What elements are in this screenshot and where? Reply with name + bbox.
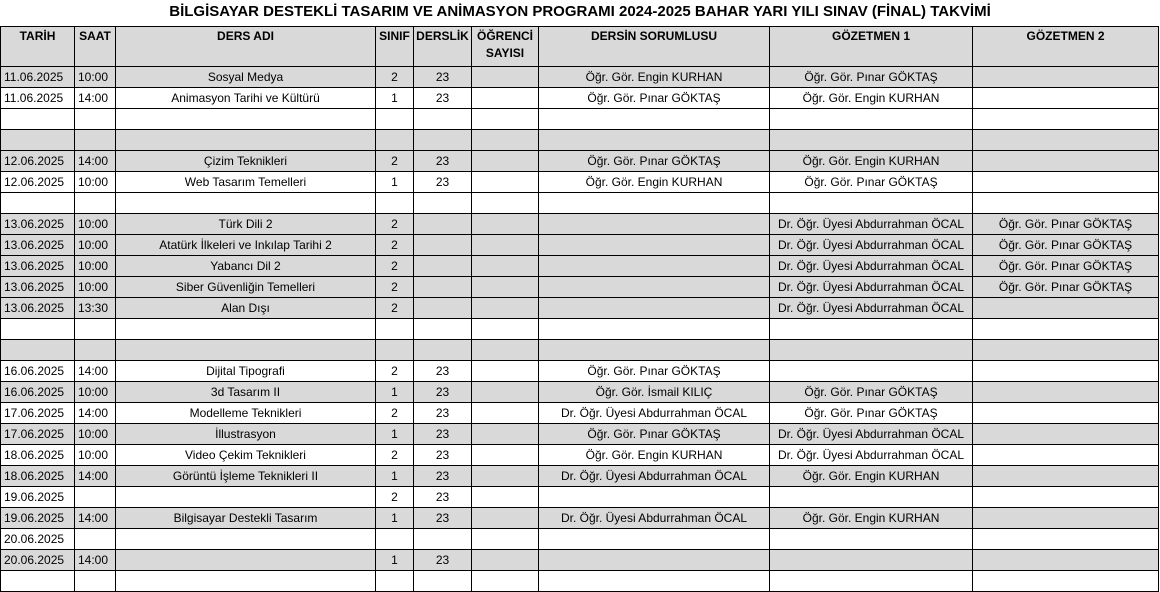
students-cell [472,424,539,445]
lecturer-cell: Öğr. Gör. İsmail KILIÇ [539,382,770,403]
class-cell [376,130,414,151]
proctor2-cell [973,130,1159,151]
lecturer-cell [539,277,770,298]
date-cell [1,340,75,361]
class-cell: 2 [376,487,414,508]
lecturer-cell: Öğr. Gör. Pınar GÖKTAŞ [539,151,770,172]
date-cell: 13.06.2025 [1,277,75,298]
proctor1-cell: Dr. Öğr. Üyesi Abdurrahman ÖCAL [770,424,973,445]
time-cell: 13:30 [75,298,116,319]
page-title: BİLGİSAYAR DESTEKLİ TASARIM VE ANİMASYON PROGRAMI 2024-2025 BAHAR YARI YILI SINAV (FİNAL) TAKVİMİ [169,3,991,20]
time-cell [75,529,116,550]
class-cell [376,571,414,592]
class-cell: 1 [376,88,414,109]
date-cell [1,193,75,214]
table-row [1,487,1159,508]
class-cell: 2 [376,298,414,319]
room-cell [414,130,472,151]
table-row [1,319,1159,340]
proctor2-cell: Öğr. Gör. Pınar GÖKTAŞ [973,235,1159,256]
course-cell [116,487,376,508]
proctor2-cell: Öğr. Gör. Pınar GÖKTAŞ [973,256,1159,277]
proctor1-cell: Öğr. Gör. Pınar GÖKTAŞ [770,172,973,193]
exam-schedule-table [0,26,1159,592]
proctor1-cell [770,361,973,382]
class-cell: 1 [376,550,414,571]
class-cell: 2 [376,277,414,298]
room-cell [414,298,472,319]
class-cell [376,529,414,550]
room-cell: 23 [414,403,472,424]
lecturer-cell [539,214,770,235]
proctor2-cell [973,382,1159,403]
proctor1-cell: Dr. Öğr. Üyesi Abdurrahman ÖCAL [770,214,973,235]
students-cell [472,508,539,529]
class-cell: 1 [376,382,414,403]
table-row [1,235,1159,256]
students-cell [472,529,539,550]
time-cell: 10:00 [75,445,116,466]
room-cell [414,109,472,130]
course-cell: Bilgisayar Destekli Tasarım [116,508,376,529]
lecturer-cell [539,235,770,256]
date-cell: 11.06.2025 [1,88,75,109]
class-cell: 2 [376,403,414,424]
course-cell: Sosyal Medya [116,67,376,88]
header-lecturer: DERSİN SORUMLUSU [539,27,770,67]
students-cell [472,466,539,487]
lecturer-cell: Öğr. Gör. Pınar GÖKTAŞ [539,424,770,445]
lecturer-cell: Öğr. Gör. Pınar GÖKTAŞ [539,361,770,382]
class-cell: 1 [376,424,414,445]
date-cell: 20.06.2025 [1,529,75,550]
proctor1-cell [770,193,973,214]
date-cell: 13.06.2025 [1,256,75,277]
room-cell: 23 [414,508,472,529]
time-cell [75,109,116,130]
students-cell [472,172,539,193]
time-cell [75,193,116,214]
date-cell: 16.06.2025 [1,361,75,382]
students-cell [472,487,539,508]
room-cell: 23 [414,67,472,88]
class-cell: 1 [376,508,414,529]
proctor2-cell [973,550,1159,571]
room-cell: 23 [414,88,472,109]
course-cell: Animasyon Tarihi ve Kültürü [116,88,376,109]
course-cell [116,109,376,130]
lecturer-cell [539,193,770,214]
lecturer-cell [539,550,770,571]
room-cell: 23 [414,361,472,382]
table-row [1,466,1159,487]
date-cell [1,319,75,340]
time-cell: 10:00 [75,382,116,403]
table-row [1,193,1159,214]
proctor2-cell [973,529,1159,550]
course-cell [116,529,376,550]
class-cell: 2 [376,235,414,256]
lecturer-cell: Öğr. Gör. Engin KURHAN [539,67,770,88]
date-cell: 17.06.2025 [1,424,75,445]
date-cell: 11.06.2025 [1,67,75,88]
proctor1-cell [770,319,973,340]
students-cell [472,67,539,88]
time-cell [75,571,116,592]
lecturer-cell [539,529,770,550]
date-cell: 13.06.2025 [1,298,75,319]
proctor1-cell [770,130,973,151]
course-cell: 3d Tasarım II [116,382,376,403]
room-cell: 23 [414,550,472,571]
proctor2-cell [973,424,1159,445]
class-cell: 2 [376,214,414,235]
table-row [1,340,1159,361]
lecturer-cell [539,109,770,130]
students-cell [472,361,539,382]
room-cell: 23 [414,172,472,193]
header-date: TARİH [1,27,75,67]
room-cell [414,193,472,214]
room-cell: 23 [414,445,472,466]
students-cell [472,88,539,109]
students-cell [472,235,539,256]
proctor2-cell [973,571,1159,592]
proctor2-cell: Öğr. Gör. Pınar GÖKTAŞ [973,214,1159,235]
course-cell: Modelleme Teknikleri [116,403,376,424]
lecturer-cell [539,130,770,151]
proctor2-cell [973,487,1159,508]
table-row [1,88,1159,109]
date-cell: 19.06.2025 [1,508,75,529]
time-cell: 14:00 [75,550,116,571]
class-cell [376,319,414,340]
proctor1-cell [770,340,973,361]
table-row [1,424,1159,445]
proctor2-cell [973,172,1159,193]
date-cell: 13.06.2025 [1,235,75,256]
room-cell [414,571,472,592]
time-cell [75,340,116,361]
class-cell: 2 [376,361,414,382]
date-cell: 16.06.2025 [1,382,75,403]
proctor1-cell: Öğr. Gör. Engin KURHAN [770,466,973,487]
lecturer-cell [539,256,770,277]
room-cell [414,319,472,340]
proctor2-cell [973,508,1159,529]
proctor1-cell: Öğr. Gör. Engin KURHAN [770,151,973,172]
proctor2-cell [973,88,1159,109]
time-cell: 14:00 [75,403,116,424]
students-cell [472,550,539,571]
students-cell [472,214,539,235]
room-cell: 23 [414,151,472,172]
time-cell: 10:00 [75,277,116,298]
room-cell: 23 [414,382,472,403]
date-cell: 18.06.2025 [1,466,75,487]
course-cell [116,340,376,361]
students-cell [472,130,539,151]
lecturer-cell [539,319,770,340]
room-cell [414,277,472,298]
date-cell [1,130,75,151]
students-cell [472,151,539,172]
students-cell [472,298,539,319]
header-course: DERS ADI [116,27,376,67]
header-proctor1: GÖZETMEN 1 [770,27,973,67]
proctor1-cell: Öğr. Gör. Pınar GÖKTAŞ [770,67,973,88]
proctor1-cell: Öğr. Gör. Pınar GÖKTAŞ [770,382,973,403]
proctor2-cell [973,340,1159,361]
schedule-body [1,67,1159,592]
proctor1-cell: Öğr. Gör. Engin KURHAN [770,508,973,529]
table-row [1,445,1159,466]
course-cell: Atatürk İlkeleri ve Inkılap Tarihi 2 [116,235,376,256]
class-cell: 2 [376,151,414,172]
table-row [1,382,1159,403]
table-row [1,571,1159,592]
proctor1-cell: Öğr. Gör. Pınar GÖKTAŞ [770,403,973,424]
class-cell [376,193,414,214]
course-cell [116,550,376,571]
course-cell: İllustrasyon [116,424,376,445]
time-cell: 10:00 [75,424,116,445]
time-cell: 14:00 [75,151,116,172]
proctor2-cell [973,298,1159,319]
class-cell: 2 [376,67,414,88]
students-cell [472,340,539,361]
lecturer-cell: Dr. Öğr. Üyesi Abdurrahman ÖCAL [539,508,770,529]
date-cell: 19.06.2025 [1,487,75,508]
students-cell [472,256,539,277]
table-row [1,508,1159,529]
proctor2-cell [973,67,1159,88]
lecturer-cell: Dr. Öğr. Üyesi Abdurrahman ÖCAL [539,403,770,424]
date-cell: 17.06.2025 [1,403,75,424]
header-row [1,27,1159,67]
students-cell [472,403,539,424]
proctor1-cell: Öğr. Gör. Engin KURHAN [770,88,973,109]
header-time: SAAT [75,27,116,67]
course-cell: Web Tasarım Temelleri [116,172,376,193]
proctor2-cell [973,193,1159,214]
proctor2-cell [973,319,1159,340]
class-cell [376,109,414,130]
students-cell [472,109,539,130]
header-proctor2: GÖZETMEN 2 [973,27,1159,67]
proctor1-cell: Dr. Öğr. Üyesi Abdurrahman ÖCAL [770,445,973,466]
time-cell: 10:00 [75,256,116,277]
time-cell: 10:00 [75,214,116,235]
proctor2-cell [973,403,1159,424]
proctor1-cell: Dr. Öğr. Üyesi Abdurrahman ÖCAL [770,256,973,277]
room-cell [414,235,472,256]
time-cell: 10:00 [75,172,116,193]
course-cell [116,130,376,151]
time-cell: 14:00 [75,466,116,487]
course-cell [116,319,376,340]
date-cell: 12.06.2025 [1,151,75,172]
proctor2-cell: Öğr. Gör. Pınar GÖKTAŞ [973,277,1159,298]
time-cell: 10:00 [75,235,116,256]
course-cell: Video Çekim Teknikleri [116,445,376,466]
course-cell [116,571,376,592]
room-cell: 23 [414,424,472,445]
time-cell [75,319,116,340]
date-cell [1,109,75,130]
room-cell [414,340,472,361]
date-cell: 12.06.2025 [1,172,75,193]
table-row [1,361,1159,382]
course-cell: Yabancı Dil 2 [116,256,376,277]
proctor1-cell [770,487,973,508]
students-cell [472,277,539,298]
proctor2-cell [973,466,1159,487]
date-cell: 20.06.2025 [1,550,75,571]
date-cell: 18.06.2025 [1,445,75,466]
class-cell [376,340,414,361]
table-row [1,109,1159,130]
date-cell [1,571,75,592]
room-cell: 23 [414,487,472,508]
students-cell [472,571,539,592]
proctor1-cell [770,529,973,550]
table-row [1,214,1159,235]
students-cell [472,319,539,340]
class-cell: 2 [376,256,414,277]
students-cell [472,193,539,214]
room-cell [414,256,472,277]
course-cell: Türk Dili 2 [116,214,376,235]
course-cell: Dijital Tipografi [116,361,376,382]
time-cell: 14:00 [75,88,116,109]
course-cell: Çizim Teknikleri [116,151,376,172]
table-row [1,172,1159,193]
time-cell: 14:00 [75,508,116,529]
lecturer-cell: Dr. Öğr. Üyesi Abdurrahman ÖCAL [539,466,770,487]
table-row [1,151,1159,172]
class-cell: 1 [376,172,414,193]
table-row [1,403,1159,424]
room-cell [414,214,472,235]
proctor2-cell [973,445,1159,466]
table-row [1,277,1159,298]
students-cell [472,382,539,403]
room-cell [414,529,472,550]
course-cell: Siber Güvenliğin Temelleri [116,277,376,298]
proctor1-cell [770,571,973,592]
date-cell: 13.06.2025 [1,214,75,235]
table-row [1,529,1159,550]
time-cell: 14:00 [75,361,116,382]
lecturer-cell [539,487,770,508]
lecturer-cell [539,571,770,592]
room-cell: 23 [414,466,472,487]
table-row [1,67,1159,88]
proctor1-cell [770,109,973,130]
class-cell: 1 [376,466,414,487]
proctor1-cell: Dr. Öğr. Üyesi Abdurrahman ÖCAL [770,235,973,256]
proctor1-cell: Dr. Öğr. Üyesi Abdurrahman ÖCAL [770,298,973,319]
header-room: DERSLİK [414,27,472,67]
lecturer-cell [539,340,770,361]
class-cell: 2 [376,445,414,466]
table-row [1,298,1159,319]
header-class: SINIF [376,27,414,67]
course-cell: Alan Dışı [116,298,376,319]
students-cell [472,445,539,466]
lecturer-cell [539,298,770,319]
lecturer-cell: Öğr. Gör. Engin KURHAN [539,445,770,466]
proctor2-cell [973,109,1159,130]
proctor1-cell: Dr. Öğr. Üyesi Abdurrahman ÖCAL [770,277,973,298]
proctor2-cell [973,361,1159,382]
table-row [1,130,1159,151]
table-row [1,256,1159,277]
time-cell [75,487,116,508]
course-cell [116,193,376,214]
time-cell: 10:00 [75,67,116,88]
table-row [1,550,1159,571]
lecturer-cell: Öğr. Gör. Engin KURHAN [539,172,770,193]
proctor2-cell [973,151,1159,172]
proctor1-cell [770,550,973,571]
course-cell: Görüntü İşleme Teknikleri II [116,466,376,487]
header-students: ÖĞRENCİ SAYISI [472,27,539,67]
time-cell [75,130,116,151]
lecturer-cell: Öğr. Gör. Pınar GÖKTAŞ [539,88,770,109]
